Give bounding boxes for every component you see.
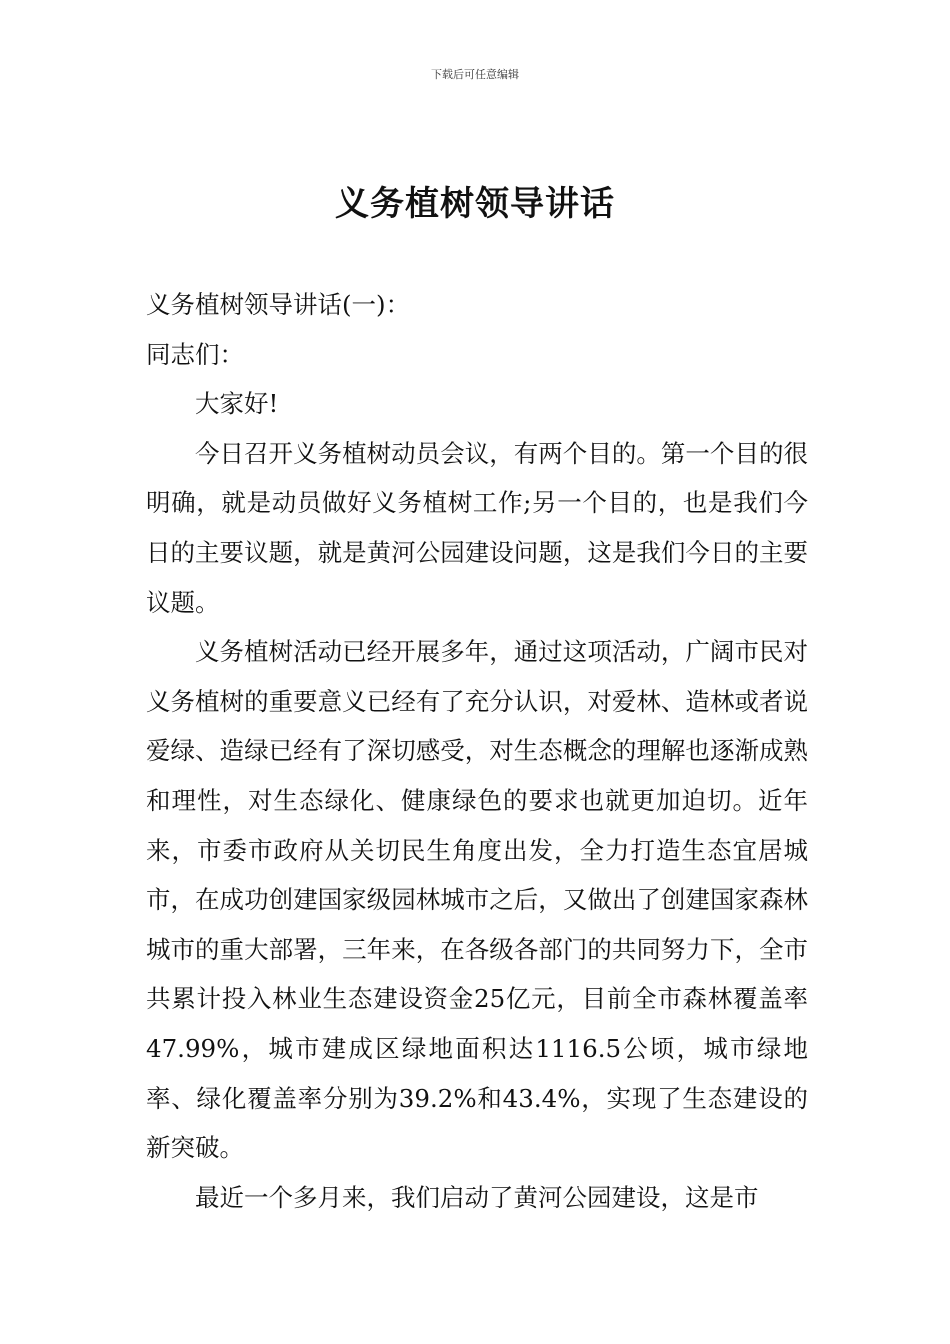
paragraph-greeting: 大家好!: [195, 389, 279, 419]
document-title: 义务植树领导讲话: [335, 184, 615, 224]
header-note: 下载后可任意编辑: [431, 68, 519, 81]
paragraph-achievements: 义务植树活动已经开展多年，通过这项活动，广阔市民对义务植树的重要意义已经有了充分认识，对爱林、造林或者说爱绿、造绿已经有了深切感受，对生态概念的理解也逐渐成熟和理性，对生态绿化、健康绿色的要求也就更加迫切。近年来，市委市政府从关切民生角度出发，全力打造生态宜居城市，在成功创建国家级园林城市之后，又做出了创建国家森林城市的重大部署，三年来，在各级各部门的共同努力下，全市共累计投入林业生态建设资金25亿元，目前全市森林覆盖率47.99%，城市建成区绿地面积达1116.5公顷，城市绿地率、绿化覆盖率分别为39.2%和43.4%，实现了生态建设的新突破。: [146, 637, 808, 1163]
document-body: [146, 280, 808, 1222]
salutation: 同志们：: [146, 339, 244, 369]
paragraph-park-project: 最近一个多月来，我们启动了黄河公园建设，这是市: [195, 1182, 759, 1212]
section-heading: 义务植树领导讲话(一)：: [146, 290, 411, 319]
paragraph-purpose: 今日召开义务植树动员会议，有两个目的。第一个目的很明确，就是动员做好义务植树工作;另一个目的，也是我们今日的主要议题，就是黄河公园建设问题，这是我们今日的主要议题。: [146, 438, 808, 617]
